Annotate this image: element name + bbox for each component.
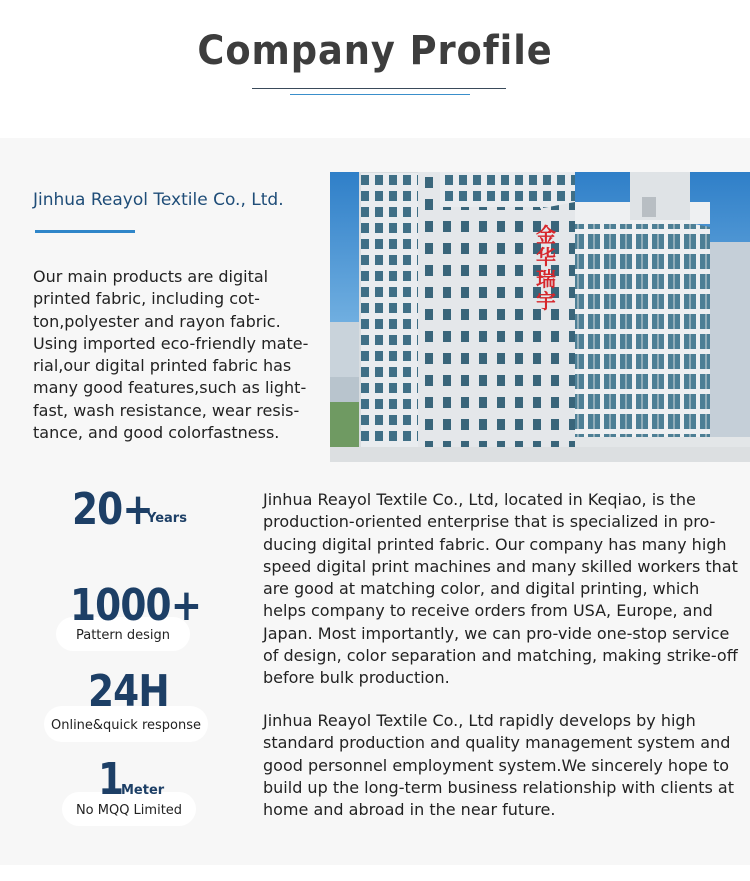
page-title: Company Profile [197,28,553,74]
company-intro: Our main products are digital printed fabric, including cot-ton,polyester and rayon fabric. Using imported eco-friendly mate-rial,our digital printed fabric has many good features,such as light-fast, wash resistance, wear resis-tance, and good colorfastness. [33,267,309,443]
stat-patterns-number: 1000+ [70,580,202,631]
company-description-1: Jinhua Reayol Textile Co., Ltd, located in Keqiao, is the production-oriented enterprise that is specialized in pro-ducing digital printed fabric. Our company has many high speed digital print machines and many skilled workers that are good at matching color, and digital printing, which helps company to receive orders from USA, Europe, and Japan. Most importantly, we can pro-vide one-stop service of design, color separation and matching, making strike-off before bulk production. [263,490,738,688]
stat-response-number: 24H [88,666,169,717]
factory-building-photo [330,172,750,462]
company-description-2: Jinhua Reayol Textile Co., Ltd rapidly develops by high standard production and quality management system and good personnel employment system.We sincerely hope to build up the long-term business relationship with clients at home and abroad in the near future. [263,711,734,820]
building-sign: 金华瑞宇 [536,223,556,313]
stat-moq-unit: Meter [121,783,165,798]
company-name-underline [35,230,135,233]
stat-moq-number: 1 [98,754,124,805]
company-name: Jinhua Reayol Textile Co., Ltd. [33,190,284,210]
header [0,0,750,138]
stat-moq-label: No MQQ Limited [62,792,196,826]
stat-response-label: Online&quick response [44,706,208,742]
title-divider-dark [252,88,506,89]
title-divider-blue [290,94,470,95]
stat-years-unit: Years [147,511,187,526]
stat-patterns-label: Pattern design [56,617,190,651]
stat-years-number: 20+ [72,484,153,535]
